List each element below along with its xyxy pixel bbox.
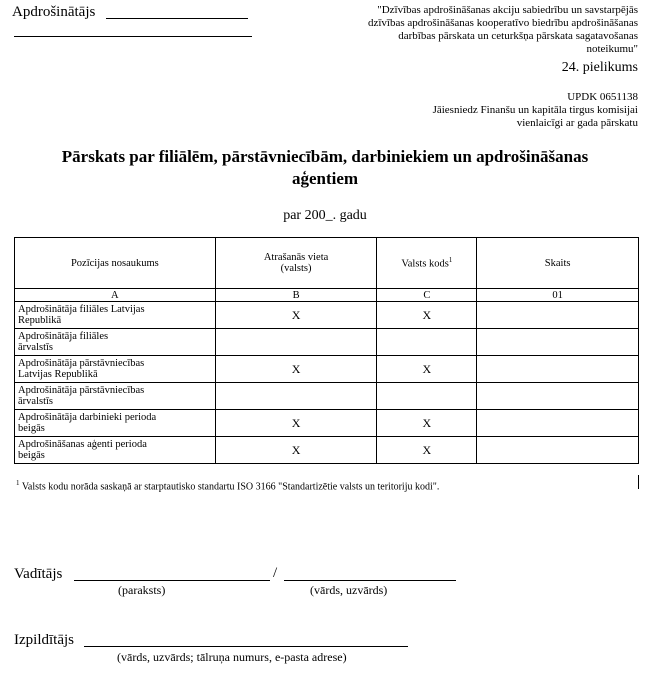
cell-count[interactable] bbox=[477, 356, 639, 383]
regulation-line-4: noteikumu" bbox=[586, 43, 638, 55]
row-name-line-2: beigās bbox=[18, 423, 45, 434]
header-name: Pozīcijas nosaukums bbox=[15, 238, 216, 289]
insurer-label: Apdrošinātājs bbox=[12, 4, 96, 20]
header-footnote-mark: 1 bbox=[448, 256, 453, 265]
regulation-line-3: darbības pārskata un ceturkšņa pārskata sagatavošanas bbox=[398, 30, 638, 42]
cell-location: X bbox=[215, 302, 377, 329]
row-name-line-1: Apdrošinātāja darbinieki perioda bbox=[18, 412, 157, 423]
row-name-line-2: ārvalstīs bbox=[18, 396, 53, 407]
row-name bbox=[15, 356, 216, 383]
row-name-line-1: Apdrošinātāja filiāles Latvijas bbox=[18, 304, 145, 315]
executor-caption: (vārds, uzvārds; tālruņa numurs, e-pasta adrese) bbox=[117, 650, 347, 664]
cell-country-code: X bbox=[377, 437, 477, 464]
header-location bbox=[215, 238, 377, 289]
table-row bbox=[15, 410, 639, 437]
title-line-2: aģentiem bbox=[291, 169, 359, 188]
report-table bbox=[14, 237, 639, 464]
regulation-line-2: dzīvības apdrošināšanas kooperatīvo biedrību apdrošināšanas bbox=[367, 17, 638, 29]
column-letter-b: B bbox=[215, 289, 377, 302]
report-period: par 200_. gadu bbox=[283, 208, 367, 223]
cell-count[interactable] bbox=[477, 329, 639, 356]
cell-location: X bbox=[215, 356, 377, 383]
table-edge-mark bbox=[638, 475, 639, 489]
row-name-line-2: Latvijas Republikā bbox=[18, 369, 98, 380]
column-letter-a: A bbox=[15, 289, 216, 302]
signature-caption: (paraksts) bbox=[118, 583, 166, 597]
cell-count[interactable] bbox=[477, 410, 639, 437]
table-row bbox=[15, 329, 639, 356]
footnote-text: Valsts kodu norāda saskaņā ar starptautisko standartu ISO 3166 "Standartizētie valsts un teritoriju kodi". bbox=[19, 481, 440, 493]
cell-count[interactable] bbox=[477, 383, 639, 410]
cell-country-code: X bbox=[377, 302, 477, 329]
header-location-line-1: Atrašanās vieta bbox=[263, 252, 329, 263]
cell-country-code: X bbox=[377, 410, 477, 437]
row-name-line-2: beigās bbox=[18, 450, 45, 461]
footnote bbox=[16, 479, 439, 492]
column-letters-row bbox=[15, 289, 639, 302]
insurer-name-line bbox=[106, 18, 248, 19]
row-name-line-1: Apdrošinātāja pārstāvniecības bbox=[18, 358, 145, 369]
manager-name-line[interactable] bbox=[284, 580, 456, 581]
header-count: Skaits bbox=[477, 238, 639, 289]
row-name-line-1: Apdrošinātāja pārstāvniecības bbox=[18, 385, 145, 396]
form-code: UPDK 0651138 bbox=[567, 91, 638, 103]
row-name-line-2: Republikā bbox=[18, 315, 62, 326]
row-name-line-2: ārvalstīs bbox=[18, 342, 53, 353]
submission-line-2: vienlaicīgi ar gada pārskatu bbox=[516, 117, 638, 129]
executor-line[interactable] bbox=[84, 646, 408, 647]
footnote-mark: 1 bbox=[16, 479, 20, 487]
header-location-line-2: (valsts) bbox=[280, 263, 312, 274]
cell-location[interactable] bbox=[215, 329, 377, 356]
header-country-code-label: Valsts kods bbox=[401, 258, 449, 270]
row-name-line-1: Apdrošināšanas aģenti perioda bbox=[18, 439, 147, 450]
cell-location: X bbox=[215, 437, 377, 464]
row-name bbox=[15, 383, 216, 410]
annex-number: 24. pielikums bbox=[561, 60, 638, 75]
insurer-name-line-2 bbox=[14, 36, 252, 37]
row-name bbox=[15, 437, 216, 464]
table-row bbox=[15, 383, 639, 410]
table-row bbox=[15, 302, 639, 329]
row-name-line-1: Apdrošinātāja filiāles bbox=[18, 331, 109, 342]
executor-label: Izpildītājs bbox=[14, 632, 74, 648]
table-row bbox=[15, 437, 639, 464]
cell-location: X bbox=[215, 410, 377, 437]
table-header-row bbox=[15, 238, 639, 289]
regulation-reference bbox=[368, 4, 638, 56]
submission-line-1: Jāiesniedz Finanšu un kapitāla tirgus komisijai bbox=[432, 104, 638, 116]
manager-signature-line[interactable] bbox=[74, 580, 270, 581]
signature-separator: / bbox=[273, 565, 278, 581]
header-country-code bbox=[377, 238, 477, 289]
column-letter-01: 01 bbox=[477, 289, 639, 302]
cell-country-code[interactable] bbox=[377, 383, 477, 410]
page-title bbox=[0, 146, 650, 190]
name-caption: (vārds, uzvārds) bbox=[310, 583, 388, 597]
cell-count[interactable] bbox=[477, 437, 639, 464]
cell-location[interactable] bbox=[215, 383, 377, 410]
cell-country-code[interactable] bbox=[377, 329, 477, 356]
submission-note bbox=[433, 104, 638, 130]
cell-country-code: X bbox=[377, 356, 477, 383]
manager-label: Vadītājs bbox=[14, 566, 63, 582]
row-name bbox=[15, 302, 216, 329]
row-name bbox=[15, 410, 216, 437]
regulation-line-1: "Dzīvības apdrošināšanas akciju sabiedrību un savstarpējās bbox=[377, 4, 638, 16]
column-letter-c: C bbox=[377, 289, 477, 302]
cell-count[interactable] bbox=[477, 302, 639, 329]
row-name bbox=[15, 329, 216, 356]
table-row bbox=[15, 356, 639, 383]
title-line-1: Pārskats par filiālēm, pārstāvniecībām, darbiniekiem un apdrošināšanas bbox=[61, 147, 589, 166]
